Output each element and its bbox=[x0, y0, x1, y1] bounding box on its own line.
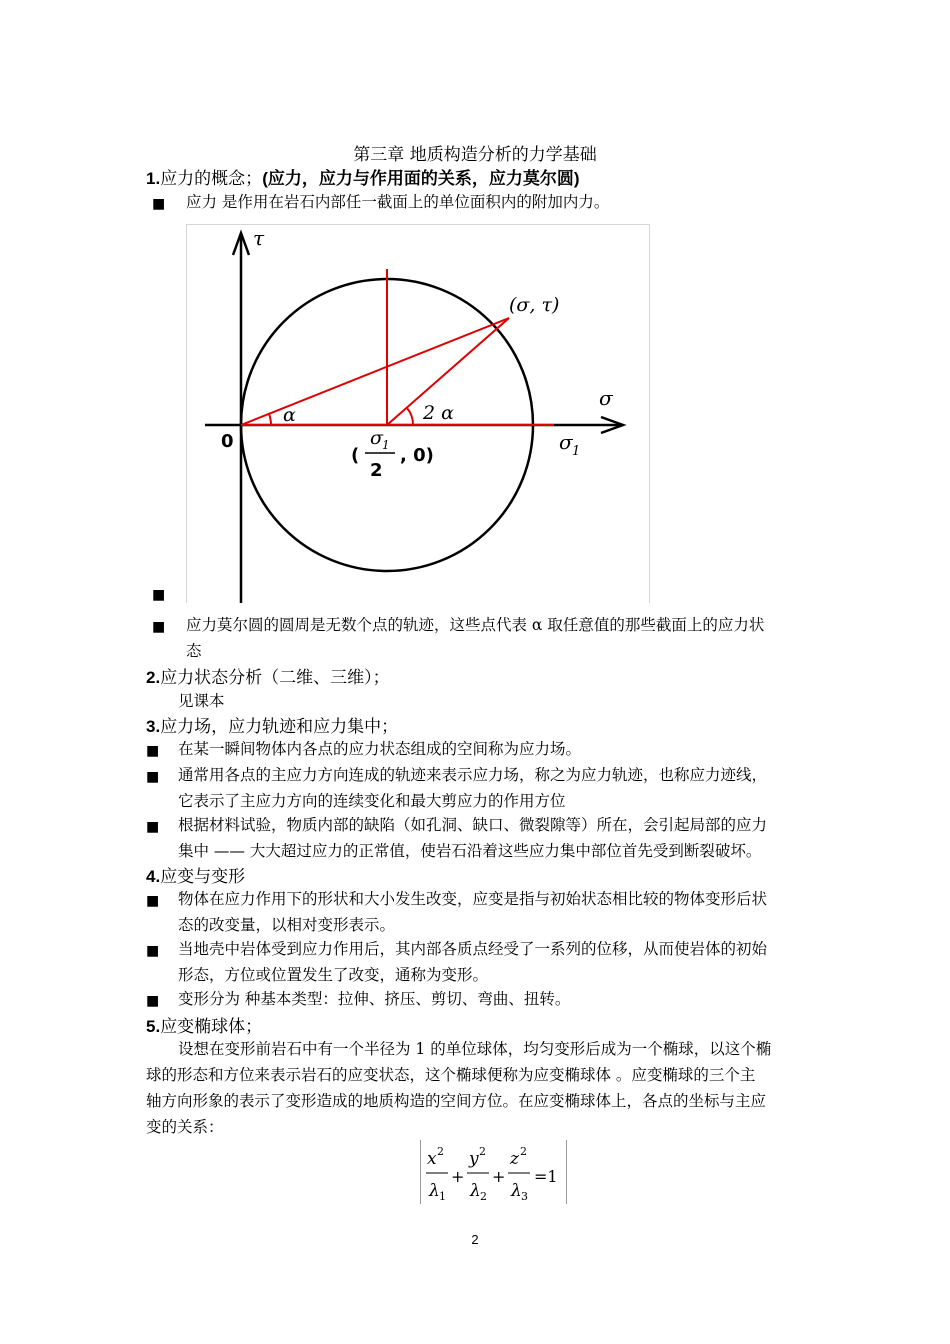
sigma-label: σ bbox=[599, 386, 613, 410]
alpha-arc bbox=[269, 414, 271, 425]
bullet-icon: ■ bbox=[146, 819, 160, 835]
see-textbook-note: 见课本 bbox=[178, 692, 225, 710]
bullet-icon: ■ bbox=[146, 943, 160, 959]
center-numerator: σ bbox=[370, 427, 383, 449]
section-number: 2. bbox=[146, 668, 161, 687]
chapter-title: 第三章 地质构造分析的力学基础 bbox=[353, 145, 597, 165]
center-close: , 0) bbox=[400, 445, 434, 466]
center-numerator-subscript: 1 bbox=[382, 438, 390, 452]
section-number: 3. bbox=[146, 717, 161, 736]
z-var: z bbox=[510, 1149, 519, 1169]
bullet-icon: ■ bbox=[146, 893, 160, 909]
section-number: 4. bbox=[146, 867, 161, 886]
lambda-2-sub: 2 bbox=[480, 1190, 487, 1203]
stress-trajectory-text: 通常用各点的主应力方向连成的轨迹来表示应力场，称之为应力轨迹，也称应力迹线， 它表示了主应力方向的连续变化和最大剪应力的作用方位 bbox=[178, 766, 768, 810]
tau-label: τ bbox=[253, 226, 265, 250]
section-3-heading bbox=[146, 712, 398, 737]
equals-one: =1 bbox=[534, 1167, 558, 1186]
x-var: x bbox=[427, 1149, 437, 1169]
section-title: 应变椭球体； bbox=[160, 1017, 263, 1037]
lambda-3-sub: 3 bbox=[521, 1190, 528, 1203]
bullet-icon: ■ bbox=[152, 619, 166, 635]
two-alpha-label: 2 α bbox=[423, 402, 454, 424]
mohr-circle-description: 应力莫尔圆的圆周是无数个点的轨迹，这些点代表 α 取任意值的那些截面上的应力状 态 bbox=[186, 616, 765, 660]
section-number: 5. bbox=[146, 1017, 161, 1036]
two-alpha-arc bbox=[407, 408, 413, 425]
mohr-circle-figure bbox=[186, 224, 650, 603]
ellipsoid-equation-svg bbox=[421, 1140, 566, 1204]
ellipsoid-equation bbox=[420, 1140, 567, 1204]
bullet-icon: ■ bbox=[146, 769, 160, 785]
y-var: y bbox=[469, 1149, 479, 1169]
lambda-1: λ bbox=[429, 1181, 440, 1201]
stress-definition: 应力 是作用在岩石内部任一截面上的单位面积内的附加内力。 bbox=[186, 193, 610, 211]
plus-1: + bbox=[451, 1167, 465, 1186]
x-exponent: 2 bbox=[437, 1145, 444, 1158]
alpha-label: α bbox=[283, 404, 296, 426]
stress-concentration-text: 根据材料试验，物质内部的缺陷（如孔洞、缺口、微裂隙等）所在，会引起局部的应力 集中 —— 大大超过应力的正常值，使岩石沿着这些应力集中部位首先受到断裂破坏。 bbox=[178, 816, 768, 860]
bullet-icon: ■ bbox=[152, 196, 166, 212]
section-title: 应力的概念； bbox=[160, 169, 263, 189]
strain-definition: 物体在应力作用下的形状和大小发生改变，应变是指与初始状态相比较的物体变形后状 态的改变量，以相对变形表示。 bbox=[178, 890, 768, 934]
section-2-heading bbox=[146, 663, 390, 688]
page-number: 2 bbox=[471, 1232, 479, 1247]
center-open-paren: ( bbox=[351, 445, 360, 466]
point-label: (σ, τ) bbox=[509, 294, 560, 316]
plus-2: + bbox=[492, 1167, 506, 1186]
z-exponent: 2 bbox=[520, 1145, 527, 1158]
sigma1-label: σ bbox=[559, 430, 573, 454]
origin-label: 0 bbox=[221, 431, 234, 452]
strain-ellipsoid-paragraph: 设想在变形前岩石中有一个半径为 1 的单位球体，均匀变形后成为一个椭球，以这个椭 球的形态和方位来表示岩石的应变状态，这个椭球便称为应变椭球体 。应变椭球的三个主 轴方向形象的表示了变形造成的地质构造的空间方位。在应变椭球体上，各点的坐标与主应 变的关系： bbox=[146, 1040, 772, 1136]
section-5-heading bbox=[146, 1012, 262, 1037]
bullet-icon: ■ bbox=[152, 587, 166, 603]
section-title: 应力状态分析（二维、三维）； bbox=[160, 668, 390, 688]
bullet-icon: ■ bbox=[146, 993, 160, 1009]
bullet-icon: ■ bbox=[146, 743, 160, 759]
section-title: 应力场，应力轨迹和应力集中； bbox=[160, 717, 399, 737]
section-subtitle: (应力，应力与作用面的关系，应力莫尔圆) bbox=[262, 169, 580, 188]
stress-field-definition: 在某一瞬间物体内各点的应力状态组成的空间称为应力场。 bbox=[178, 740, 582, 758]
section-number: 1. bbox=[146, 169, 161, 188]
section-4-heading bbox=[146, 862, 245, 887]
deformation-definition: 当地壳中岩体受到应力作用后，其内部各质点经受了一系列的位移，从而使岩体的初始 形态，方位或位置发生了改变，通称为变形。 bbox=[178, 940, 768, 984]
lambda-3: λ bbox=[511, 1181, 522, 1201]
section-title: 应变与变形 bbox=[160, 867, 246, 887]
mohr-circle-diagram bbox=[187, 225, 649, 603]
lambda-1-sub: 1 bbox=[439, 1190, 446, 1203]
center-denominator: 2 bbox=[370, 460, 383, 481]
y-exponent: 2 bbox=[479, 1145, 486, 1158]
sigma1-subscript: 1 bbox=[572, 444, 581, 459]
section-1-heading bbox=[146, 164, 580, 189]
chord-line bbox=[241, 318, 509, 425]
deformation-types: 变形分为 种基本类型：拉伸、挤压、剪切、弯曲、扭转。 bbox=[178, 990, 571, 1008]
lambda-2: λ bbox=[470, 1181, 481, 1201]
